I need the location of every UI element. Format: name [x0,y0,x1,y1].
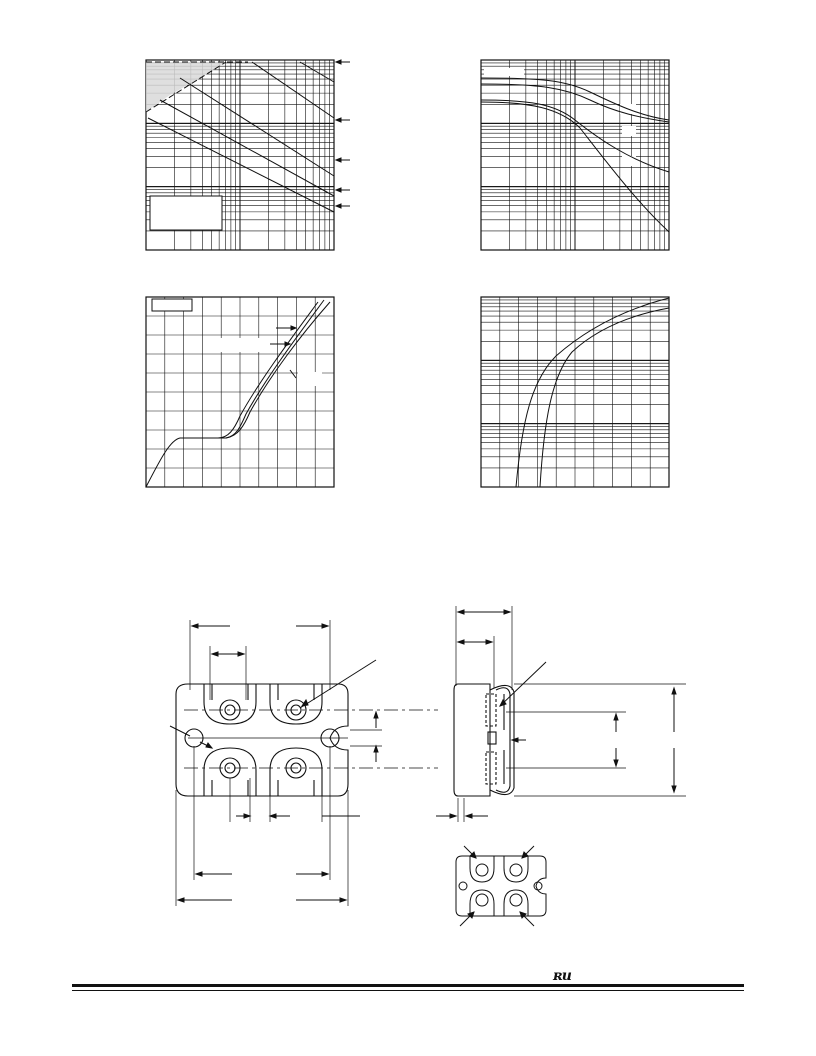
footer-rule-thin [72,990,744,991]
footer-rule-thick [72,984,744,987]
ul-recognized-mark: ʀu [553,968,571,984]
